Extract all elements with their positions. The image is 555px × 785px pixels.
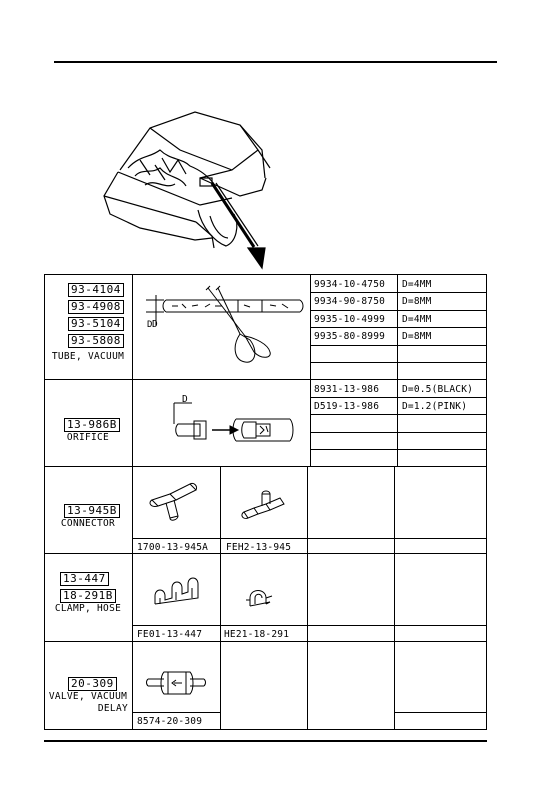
- part-number: HE21-18-291: [224, 629, 290, 640]
- part-code-box: 13-945B: [64, 504, 120, 518]
- part-number: D519-13-986: [314, 401, 380, 412]
- part-number: 9934-90-8750: [314, 296, 386, 307]
- part-spec: D=0.5(BLACK): [402, 384, 474, 395]
- part-code-box: 13-447: [60, 572, 109, 586]
- part-code-box: 13-986B: [64, 418, 120, 432]
- part-number: 1700-13-945A: [137, 542, 209, 553]
- part-spec: D=8MM: [402, 331, 432, 342]
- group-label: ORIFICE: [66, 432, 110, 443]
- part-code-box: 93-5104: [68, 317, 124, 331]
- part-spec: D=1.2(PINK): [402, 401, 468, 412]
- part-code-box: 93-4908: [68, 300, 124, 314]
- part-number: 8931-13-986: [314, 384, 380, 395]
- group-label: DELAY: [97, 703, 128, 714]
- part-number: 8574-20-309: [137, 716, 203, 727]
- part-spec: D=4MM: [402, 314, 432, 325]
- part-code-box: 18-291B: [60, 589, 116, 603]
- dimension-d-label: D: [152, 319, 158, 330]
- part-spec: D=8MM: [402, 296, 432, 307]
- part-number: FE01-13-447: [137, 629, 203, 640]
- part-number: 9934-10-4750: [314, 279, 386, 290]
- dimension-d-label: D: [182, 394, 188, 405]
- group-label: TUBE, VACUUM: [51, 351, 125, 362]
- part-code-box: 20-309: [68, 677, 117, 691]
- dimension-d-label: D: [147, 320, 153, 330]
- part-spec: D=4MM: [402, 279, 432, 290]
- part-code-box: 93-5808: [68, 334, 124, 348]
- part-number: FEH2-13-945: [226, 542, 292, 553]
- part-number: 9935-10-4999: [314, 314, 386, 325]
- part-number: 9935-80-8999: [314, 331, 386, 342]
- group-label: CONNECTOR: [60, 518, 116, 529]
- group-label: VALVE, VACUUM: [48, 691, 128, 702]
- group-label: CLAMP, HOSE: [54, 603, 122, 614]
- part-code-box: 93-4104: [68, 283, 124, 297]
